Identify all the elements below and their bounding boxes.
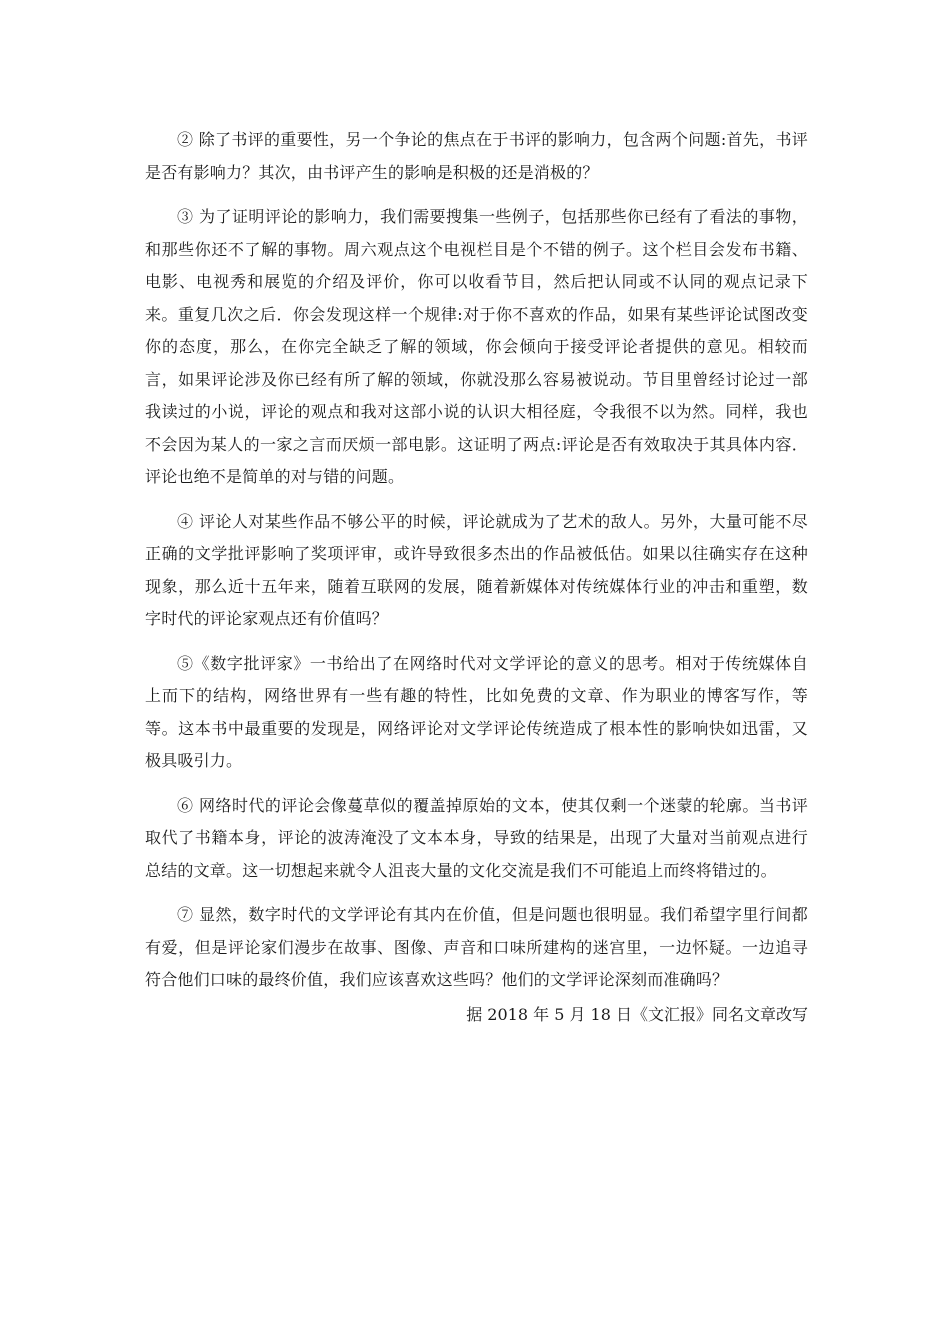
paragraph-7: ⑦ 显然，数字时代的文学评论有其内在价值，但是问题也很明显。我们希望字里行间都有爱，但是评论家们漫步在故事、图像、声音和口味所建构的迷宫里，一边怀疑。一边追寻符合他们口味的最终价值，我们应该喜欢这些吗？他们的文学评论深刻而准确吗？ [145, 905, 808, 989]
paragraph-6: ⑥ 网络时代的评论会像蔓草似的覆盖掉原始的文本，使其仅剩一个迷蒙的轮廓。当书评取代了书籍本身，评论的波涛淹没了文本本身，导致的结果是，出现了大量对当前观点进行总结的文章。这一切想起来就令人沮丧大量的文化交流是我们不可能追上而终将错过的。 [145, 795, 808, 880]
paragraph-5: ⑤《数字批评家》一书给出了在网络时代对文学评论的意义的思考。相对于传统媒体自上而下的结构，网络世界有一些有趣的特性，比如免费的文章、作为职业的博客写作，等等。这本书中最重要的发现是，网络评论对文学评论传统造成了根本性的影响快如迅雷，又极具吸引力。 [145, 653, 808, 770]
paragraph-2: ② 除了书评的重要性，另一个争论的焦点在于书评的影响力，包含两个问题:首先，书评是否有影响力？其次，由书评产生的影响是积极的还是消极的？ [145, 130, 808, 182]
source-note: 据 2018 年 5 月 18 日《文汇报》同名文章改写 [466, 1004, 808, 1024]
paragraph-3: ③ 为了证明评论的影响力，我们需要搜集一些例子，包括那些你已经有了看法的事物，和那些你还不了解的事物。周六观点这个电视栏目是个不错的例子。这个栏目会发布书籍、电影、电视秀和展览的介绍及评价，你可以收看节目，然后把认同或不认同的观点记录下来。重复几次之后．你会发现这样一个规律:对于你不喜欢的作品，如果有某些评论试图改变你的态度，那么，在你完全缺乏了解的领域，你会倾向于接受评论者提供的意见。相较而言，如果评论涉及你已经有所了解的领域，你就没那么容易被说动。节目里曾经讨论过一部我读过的小说，评论的观点和我对这部小说的认识大相径庭，令我很不以为然。同样，我也不会因为某人的一家之言而厌烦一部电影。这证明了两点:评论是否有效取决于其具体内容．评论也绝不是简单的对与错的问题。 [145, 207, 808, 486]
article-body [145, 124, 808, 1031]
paragraph-4: ④ 评论人对某些作品不够公平的时候，评论就成为了艺术的敌人。另外，大量可能不尽正确的文学批评影响了奖项评审，或许导致很多杰出的作品被低估。如果以往确实存在这种现象，那么近十五年来，随着互联网的发展，随着新媒体对传统媒体行业的冲击和重塑，数字时代的评论家观点还有价值吗？ [145, 511, 808, 628]
